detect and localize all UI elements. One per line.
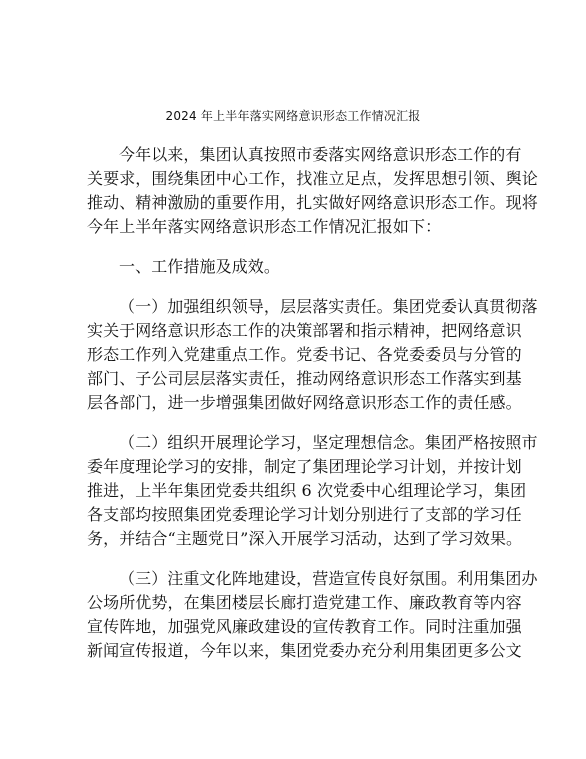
paragraph-line: 推进，上半年集团党委共组织 6 次党委中心组理论学习，集团 xyxy=(87,481,527,500)
paragraph-line: 委年度理论学习的安排，制定了集团理论学习计划，并按计划 xyxy=(87,457,522,476)
paragraph-line: 层各部门，进一步增强集团做好网络意识形态工作的责任感。 xyxy=(87,393,522,412)
paragraph-line: 各支部均按照集团党委理论学习计划分别进行了支部的学习任 xyxy=(87,505,522,524)
paragraph-line: （二）组织开展理论学习，坚定理想信念。集团严格按照市 xyxy=(119,433,538,452)
paragraph-line: （三）注重文化阵地建设，营造宣传良好氛围。利用集团办 xyxy=(119,569,538,588)
paragraph-line: 务，并结合“主题党日”深入开展学习活动，达到了学习效果。 xyxy=(87,529,523,548)
section-heading: 一、工作措施及成效。 xyxy=(119,257,281,276)
paragraph-line: 新闻宣传报道，今年以来，集团党委办充分利用集团更多公文 xyxy=(87,641,522,660)
paragraph-line: 推动、精神激励的重要作用，扎实做好网络意识形态工作。现将 xyxy=(87,193,538,212)
paragraph-line: 宣传阵地，加强党风廉政建设的宣传教育工作。同时注重加强 xyxy=(87,617,522,636)
paragraph-line: 形态工作列入党建重点工作。党委书记、各党委委员与分管的 xyxy=(87,345,522,364)
paragraph-line: 部门、子公司层层落实责任，推动网络意识形态工作落实到基 xyxy=(87,369,522,388)
paragraph-line: 关要求，围绕集团中心工作，找准立足点，发挥思想引领、舆论 xyxy=(87,169,538,188)
paragraph-line: （一）加强组织领导，层层落实责任。集团党委认真贯彻落 xyxy=(119,297,538,316)
document-title: 2024 年上半年落实网络意识形态工作情况汇报 xyxy=(165,109,421,123)
paragraph-line: 公场所优势，在集团楼层长廊打造党建工作、廉政教育等内容 xyxy=(87,593,522,612)
paragraph-line: 今年以来，集团认真按照市委落实网络意识形态工作的有 xyxy=(119,145,522,164)
paragraph-line: 实关于网络意识形态工作的决策部署和指示精神，把网络意识 xyxy=(87,321,522,340)
paragraph-line: 今年上半年落实网络意识形态工作情况汇报如下： xyxy=(87,217,442,236)
